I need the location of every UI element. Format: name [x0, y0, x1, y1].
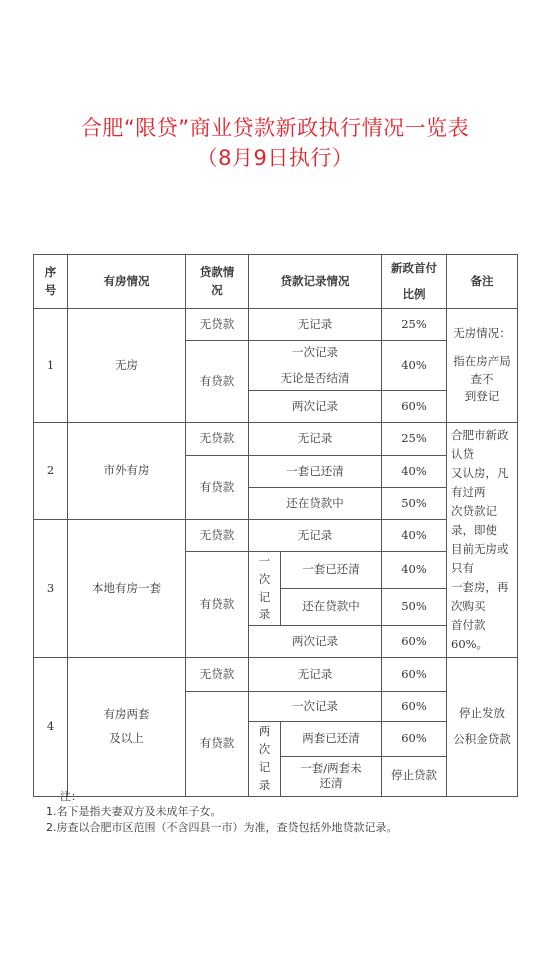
- ratio-cell: 50%: [382, 488, 447, 520]
- loan-status-cell: 有贷款: [186, 552, 249, 658]
- ratio-cell: 60%: [382, 658, 447, 692]
- ratio-cell: 25%: [382, 423, 447, 456]
- notes-label: 注：: [60, 790, 82, 803]
- record-cell: 无记录: [249, 658, 382, 692]
- ratio-cell: 60%: [382, 722, 447, 757]
- ratio-cell: 60%: [382, 692, 447, 722]
- table-row: [34, 658, 518, 692]
- record-cell: 两次记录: [249, 626, 382, 658]
- record-cell: 无记录: [249, 309, 382, 341]
- remark-cell: 合肥市新政认贷 又认房，凡有过两 次贷款记录，即使 目前无房或只有 一套房，再次购买 首付款 60%。: [447, 423, 518, 658]
- remark-cell: 无房情况： 指在房产局查不 到登记: [447, 309, 518, 423]
- record-cell: 两套已还清: [281, 722, 382, 757]
- record-cell: 一次记录: [249, 692, 382, 722]
- record-cell: 一次记录 无论是否结清: [249, 341, 382, 391]
- ratio-cell: 40%: [382, 341, 447, 391]
- row-number: 1: [34, 309, 68, 423]
- footnote-1: 1.名下是指夫妻双方及未成年子女。: [46, 805, 222, 818]
- loan-status-cell: 无贷款: [186, 423, 249, 456]
- record-cell: 一套已还清: [281, 552, 382, 589]
- loan-status-cell: 无贷款: [186, 520, 249, 552]
- header-record-status: 贷款记录情况: [249, 255, 382, 309]
- header-remark: 备注: [447, 255, 518, 309]
- two-records-vertical-label: 两 次 记 录: [249, 722, 281, 796]
- header-housing: 有房情况: [68, 255, 186, 309]
- page-subtitle: （8月9日执行）: [196, 146, 354, 170]
- housing-cell: 无房: [68, 309, 186, 423]
- table-row: [34, 309, 518, 341]
- housing-cell: 本地有房一套: [68, 520, 186, 658]
- ratio-cell: 40%: [382, 552, 447, 589]
- record-cell: 两次记录: [249, 391, 382, 423]
- housing-cell: 市外有房: [68, 423, 186, 520]
- footnote-2: 2.房查以合肥市区范围（不含四县一市）为准，查贷包括外地贷款记录。: [46, 821, 398, 834]
- header-loan-status: 贷款情 况: [186, 255, 249, 309]
- record-cell: 还在贷款中: [249, 488, 382, 520]
- header-ratio: 新政首付 比例: [382, 255, 447, 309]
- table-row: [34, 423, 518, 456]
- table-row: [34, 520, 518, 552]
- ratio-cell: 停止贷款: [382, 756, 447, 796]
- row-number: 3: [34, 520, 68, 658]
- record-cell: 一套/两套未 还清: [281, 756, 382, 796]
- loan-status-cell: 有贷款: [186, 341, 249, 423]
- record-cell: 无记录: [249, 423, 382, 456]
- policy-table: [33, 254, 518, 797]
- row-number: 2: [34, 423, 68, 520]
- page-title: 合肥“限贷”商业贷款新政执行情况一览表: [80, 116, 470, 140]
- one-record-vertical-label: 一 次 记 录: [249, 552, 281, 626]
- record-cell: 无记录: [249, 520, 382, 552]
- remark-cell: 停止发放 公积金贷款: [447, 658, 518, 796]
- record-cell: 一套已还清: [249, 456, 382, 488]
- row-number: 4: [34, 658, 68, 796]
- loan-status-cell: 有贷款: [186, 456, 249, 520]
- loan-status-cell: 无贷款: [186, 658, 249, 692]
- ratio-cell: 40%: [382, 456, 447, 488]
- loan-status-cell: 有贷款: [186, 692, 249, 796]
- ratio-cell: 25%: [382, 309, 447, 341]
- ratio-cell: 60%: [382, 626, 447, 658]
- ratio-cell: 60%: [382, 391, 447, 423]
- housing-cell: 有房两套 及以上: [68, 658, 186, 796]
- ratio-cell: 50%: [382, 589, 447, 626]
- record-cell: 还在贷款中: [281, 589, 382, 626]
- table-header-row: [34, 255, 518, 309]
- header-no: 序 号: [34, 255, 68, 309]
- ratio-cell: 40%: [382, 520, 447, 552]
- loan-status-cell: 无贷款: [186, 309, 249, 341]
